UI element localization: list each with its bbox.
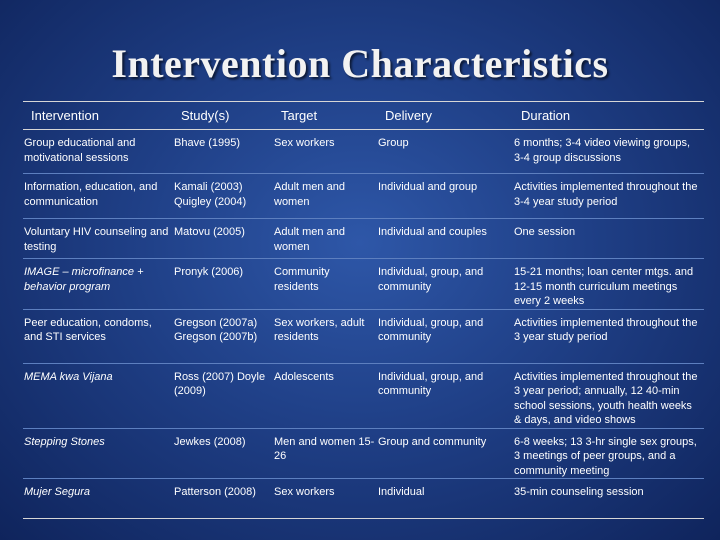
- duration-cell: Activities implemented throughout the 3-4 year study period: [513, 174, 704, 219]
- table-row: [23, 130, 704, 174]
- intervention-cell: Mujer Segura: [23, 479, 173, 519]
- duration-cell: 6 months; 3-4 video viewing groups, 3-4 group discussions: [513, 130, 704, 174]
- header-intervention: Intervention: [23, 102, 173, 130]
- target-cell: Adult men and women: [273, 174, 377, 219]
- table-row: [23, 309, 704, 363]
- intervention-cell: Group educational and motivational sessions: [23, 130, 173, 174]
- intervention-table: [23, 101, 704, 519]
- study-cell: Pronyk (2006): [173, 259, 273, 310]
- duration-cell: 35-min counseling session: [513, 479, 704, 519]
- table-row: [23, 479, 704, 519]
- intervention-cell: Stepping Stones: [23, 428, 173, 479]
- duration-cell: 6-8 weeks; 13 3-hr single sex groups, 3 meetings of peer groups, and a community meeting: [513, 428, 704, 479]
- delivery-cell: Individual: [377, 479, 513, 519]
- target-cell: Adult men and women: [273, 219, 377, 259]
- duration-cell: Activities implemented throughout the 3 year study period: [513, 309, 704, 363]
- intervention-cell: Voluntary HIV counseling and testing: [23, 219, 173, 259]
- table-row: [23, 219, 704, 259]
- header-target: Target: [273, 102, 377, 130]
- study-cell: Kamali (2003) Quigley (2004): [173, 174, 273, 219]
- study-cell: Jewkes (2008): [173, 428, 273, 479]
- table-row: [23, 363, 704, 428]
- target-cell: Men and women 15-26: [273, 428, 377, 479]
- delivery-cell: Individual and group: [377, 174, 513, 219]
- duration-cell: One session: [513, 219, 704, 259]
- table-row: [23, 428, 704, 479]
- intervention-cell: IMAGE – microfinance + behavior program: [23, 259, 173, 310]
- study-cell: Ross (2007) Doyle (2009): [173, 363, 273, 428]
- study-cell: Bhave (1995): [173, 130, 273, 174]
- target-cell: Community residents: [273, 259, 377, 310]
- delivery-cell: Individual and couples: [377, 219, 513, 259]
- target-cell: Sex workers: [273, 479, 377, 519]
- delivery-cell: Individual, group, and community: [377, 309, 513, 363]
- intervention-cell: MEMA kwa Vijana: [23, 363, 173, 428]
- study-cell: Gregson (2007a) Gregson (2007b): [173, 309, 273, 363]
- study-cell: Matovu (2005): [173, 219, 273, 259]
- delivery-cell: Individual, group, and community: [377, 363, 513, 428]
- study-cell: Patterson (2008): [173, 479, 273, 519]
- delivery-cell: Individual, group, and community: [377, 259, 513, 310]
- duration-cell: 15-21 months; loan center mtgs. and 12-15 month curriculum meetings every 2 weeks: [513, 259, 704, 310]
- slide-title: Intervention Characteristics: [111, 41, 609, 86]
- header-delivery: Delivery: [377, 102, 513, 130]
- delivery-cell: Group: [377, 130, 513, 174]
- table-header-row: [23, 102, 704, 130]
- duration-cell: Activities implemented throughout the 3 year period; annually, 12 40-min school sessions, youth health weeks & days, and video shows: [513, 363, 704, 428]
- target-cell: Sex workers: [273, 130, 377, 174]
- table-row: [23, 259, 704, 310]
- table-row: [23, 174, 704, 219]
- header-duration: Duration: [513, 102, 704, 130]
- delivery-cell: Group and community: [377, 428, 513, 479]
- intervention-cell: Information, education, and communication: [23, 174, 173, 219]
- header-study: Study(s): [173, 102, 273, 130]
- target-cell: Sex workers, adult residents: [273, 309, 377, 363]
- target-cell: Adolescents: [273, 363, 377, 428]
- intervention-cell: Peer education, condoms, and STI services: [23, 309, 173, 363]
